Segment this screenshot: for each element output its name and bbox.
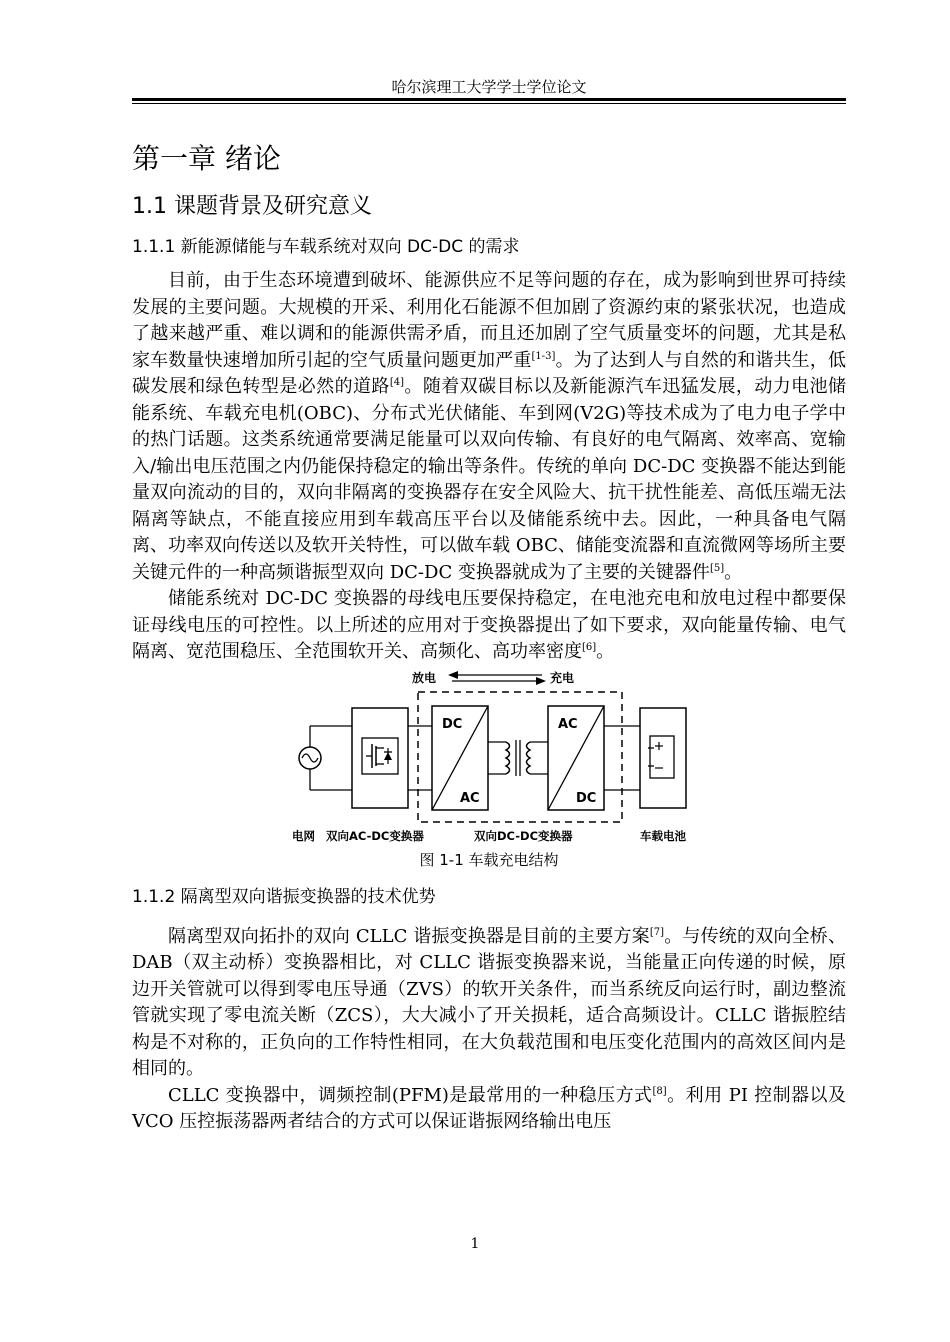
text-run: 储能系统对 DC-DC 变换器的母线电压要保持稳定，在电池充电和放电过程中都要保证母线电压的可控性。以上所述的应用对于变换器提出了如下要求，双向能量传输、电气隔离、宽范围稳压、全范围软开关、高频化、高功率密度 <box>132 588 846 662</box>
section-heading: 1.1 课题背景及研究意义 <box>132 194 372 219</box>
text-run: 。随着双碳目标以及新能源汽车迅猛发展，动力电池储能系统、车载充电机(OBC)、分布式光伏储能、车到网(V2G)等技术成为了电力电子学中的热门话题。这类系统通常要满足能量可以双向传输、有良好的电气隔离、效率高、宽输入/输出电压范围之内仍能保持稳定的输出等条件。传统的单向 DC-DC 变换器不能达到能量双向流动的目的，双向非隔离的变换器存在安全风险大、抗干扰性能差、高低压端无法隔离等缺点，不能直接应用到车载高压平台以及储能系统中去。因此，一种具备电气隔离、功率双向传送以及软开关特性，可以做车载 OBC、储能变流器和直流微网等场所主要关键元件的一种高频谐振型双向 DC-DC 变换器就成为了主要的关键器件 <box>132 376 847 583</box>
text-run: 。 <box>724 561 743 583</box>
figure-caption: 图 1-1 车载充电结构 <box>419 850 559 869</box>
text-run: 。 <box>596 641 615 662</box>
text-run: 。为了达到人与自然的和谐共生，低碳发展和绿色转型是必然的道路 <box>132 349 847 397</box>
block2-bottom-label: DC <box>576 790 597 806</box>
dcdc-converter-label: 双向DC-DC变换器 <box>474 828 573 843</box>
citation: [5] <box>709 562 725 574</box>
citation: [6] <box>582 642 597 653</box>
grid-label: 电网 <box>292 828 315 843</box>
paragraph <box>132 586 846 666</box>
battery-label: 车载电池 <box>640 828 686 843</box>
charge-label: 充电 <box>550 670 575 685</box>
citation: [7] <box>649 926 665 938</box>
charging-structure-diagram <box>292 668 702 846</box>
citation: [8] <box>652 1085 667 1097</box>
transformer-icon <box>506 740 530 776</box>
text-run: 隔离型双向拓扑的双向 CLLC 谐振变换器是目前的主要方案 <box>168 925 650 947</box>
header-rule-thin <box>132 103 846 104</box>
discharge-arrow <box>448 671 542 679</box>
paragraph <box>132 268 846 586</box>
header-rule-thick <box>132 98 846 101</box>
body-content <box>132 138 846 1136</box>
paragraph <box>132 1083 846 1136</box>
dc-ac-inverter-block <box>432 706 488 810</box>
ac-dc-rectifier-block <box>548 706 604 810</box>
text-run: CLLC 变换器中，调频控制(PFM)是最常用的一种稳压方式 <box>168 1084 653 1106</box>
text-run: 目前，由于生态环境遭到破坏、能源供应不足等问题的存在，成为影响到世界可持续发展的主要问题。大规模的开采、利用化石能源不但加剧了资源约束的紧张状况，也造成了越来越严重、难以调和的能源供需矛盾，而且还加剧了空气质量变坏的问题，尤其是私家车数量快速增加所引起的空气质量问题更加严重 <box>132 270 846 371</box>
discharge-label: 放电 <box>412 670 437 685</box>
block2-top-label: AC <box>558 716 578 732</box>
ac-dc-converter-block <box>352 708 408 808</box>
figure-onboard-charging <box>132 668 846 848</box>
block1-top-label: DC <box>442 716 463 732</box>
battery-icon <box>640 708 686 808</box>
ac-source-icon <box>299 747 321 769</box>
chapter-title: 第一章 绪论 <box>132 142 281 175</box>
citation: [1-3] <box>531 350 556 362</box>
paragraph <box>132 924 846 1083</box>
page-number: 1 <box>470 1236 480 1252</box>
text-run: 。利用 PI 控制器以及 VCO 压控振荡器两者结合的方式可以保证谐振网络输出电压 <box>132 1084 846 1132</box>
charge-arrow <box>452 677 546 685</box>
subsection-heading: 1.1.2 隔离型双向谐振变换器的技术优势 <box>132 886 436 907</box>
block1-bottom-label: AC <box>460 790 480 806</box>
running-header: 哈尔滨理工大学学士学位论文 <box>391 78 587 96</box>
acdc-converter-label: 双向AC-DC变换器 <box>326 828 424 843</box>
subsection-heading: 1.1.1 新能源储能与车载系统对双向 DC-DC 的需求 <box>132 237 520 257</box>
text-run: 。与传统的双向全桥、DAB（双主动桥）变换器相比，对 CLLC 谐振变换器来说，当能量正向传递的时候，原边开关管就可以得到零电压导通（ZVS）的软开关条件，而当系统反向运行时，副边整流管就实现了零电流关断（ZCS），大大减小了开关损耗，适合高频设计。CLLC 谐振腔结构是不对称的，正负向的工作特性相同，在大负载范围和电压变化范围内的高效区间内是相同的。 <box>132 925 846 1079</box>
citation: [4] <box>389 377 405 388</box>
